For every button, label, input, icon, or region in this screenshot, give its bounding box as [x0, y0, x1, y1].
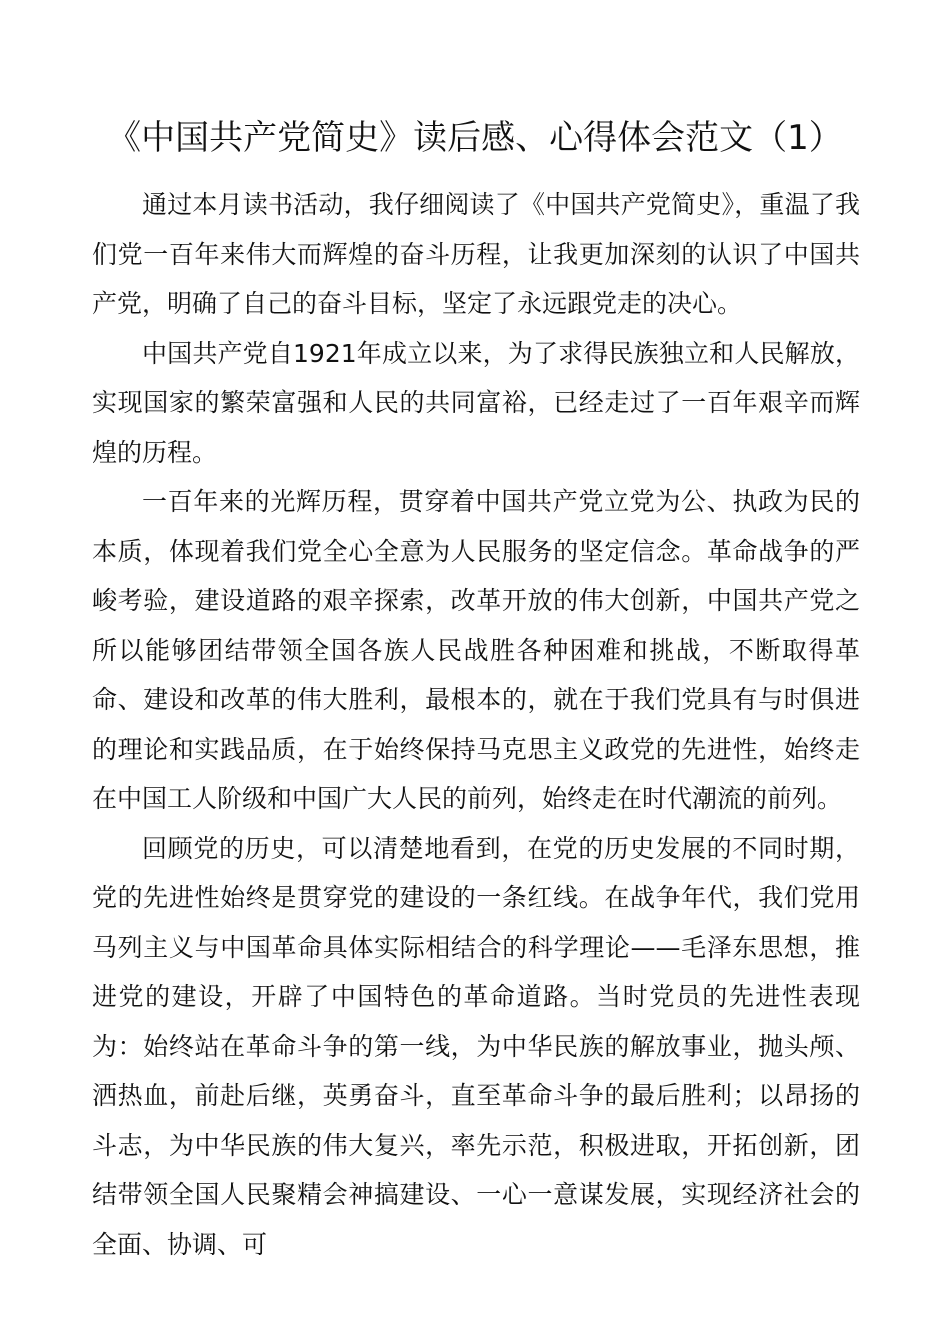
document-body — [92, 180, 860, 1269]
paragraph-2: 中国共产党自1921年成立以来，为了求得民族独立和人民解放，实现国家的繁荣富强和人民的共同富裕，已经走过了一百年艰辛而辉煌的历程。 — [92, 338, 860, 467]
paragraph-4: 回顾党的历史，可以清楚地看到，在党的历史发展的不同时期，党的先进性始终是贯穿党的建设的一条红线。在战争年代，我们党用马列主义与中国革命具体实际相结合的科学理论——毛泽东思想，推进党的建设，开辟了中国特色的革命道路。当时党员的先进性表现为：始终站在革命斗争的第一线，为中华民族的解放事业，抛头颅、洒热血，前赴后继，英勇奋斗，直至革命斗争的最后胜利；以昂扬的斗志，为中华民族的伟大复兴，率先示范，积极进取，开拓创新，团结带领全国人民聚精会神搞建设、一心一意谋发展，实现经济社会的全面、协调、可 — [92, 833, 860, 1259]
paragraph-1: 通过本月读书活动，我仔细阅读了《中国共产党简史》，重温了我们党一百年来伟大而辉煌的奋斗历程，让我更加深刻的认识了中国共产党，明确了自己的奋斗目标，坚定了永远跟党走的决心。 — [92, 190, 860, 318]
paragraph-3: 一百年来的光辉历程，贯穿着中国共产党立党为公、执政为民的本质，体现着我们党全心全意为人民服务的坚定信念。革命战争的严峻考验，建设道路的艰辛探索，改革开放的伟大创新，中国共产党之所以能够团结带领全国各族人民战胜各种困难和挑战，不断取得革命、建设和改革的伟大胜利，最根本的，就在于我们党具有与时俱进的理论和实践品质，在于始终保持马克思主义政党的先进性，始终走在中国工人阶级和中国广大人民的前列，始终走在时代潮流的前列。 — [92, 487, 860, 813]
document-title: 《中国共产党简史》读后感、心得体会范文（1） — [107, 118, 843, 158]
